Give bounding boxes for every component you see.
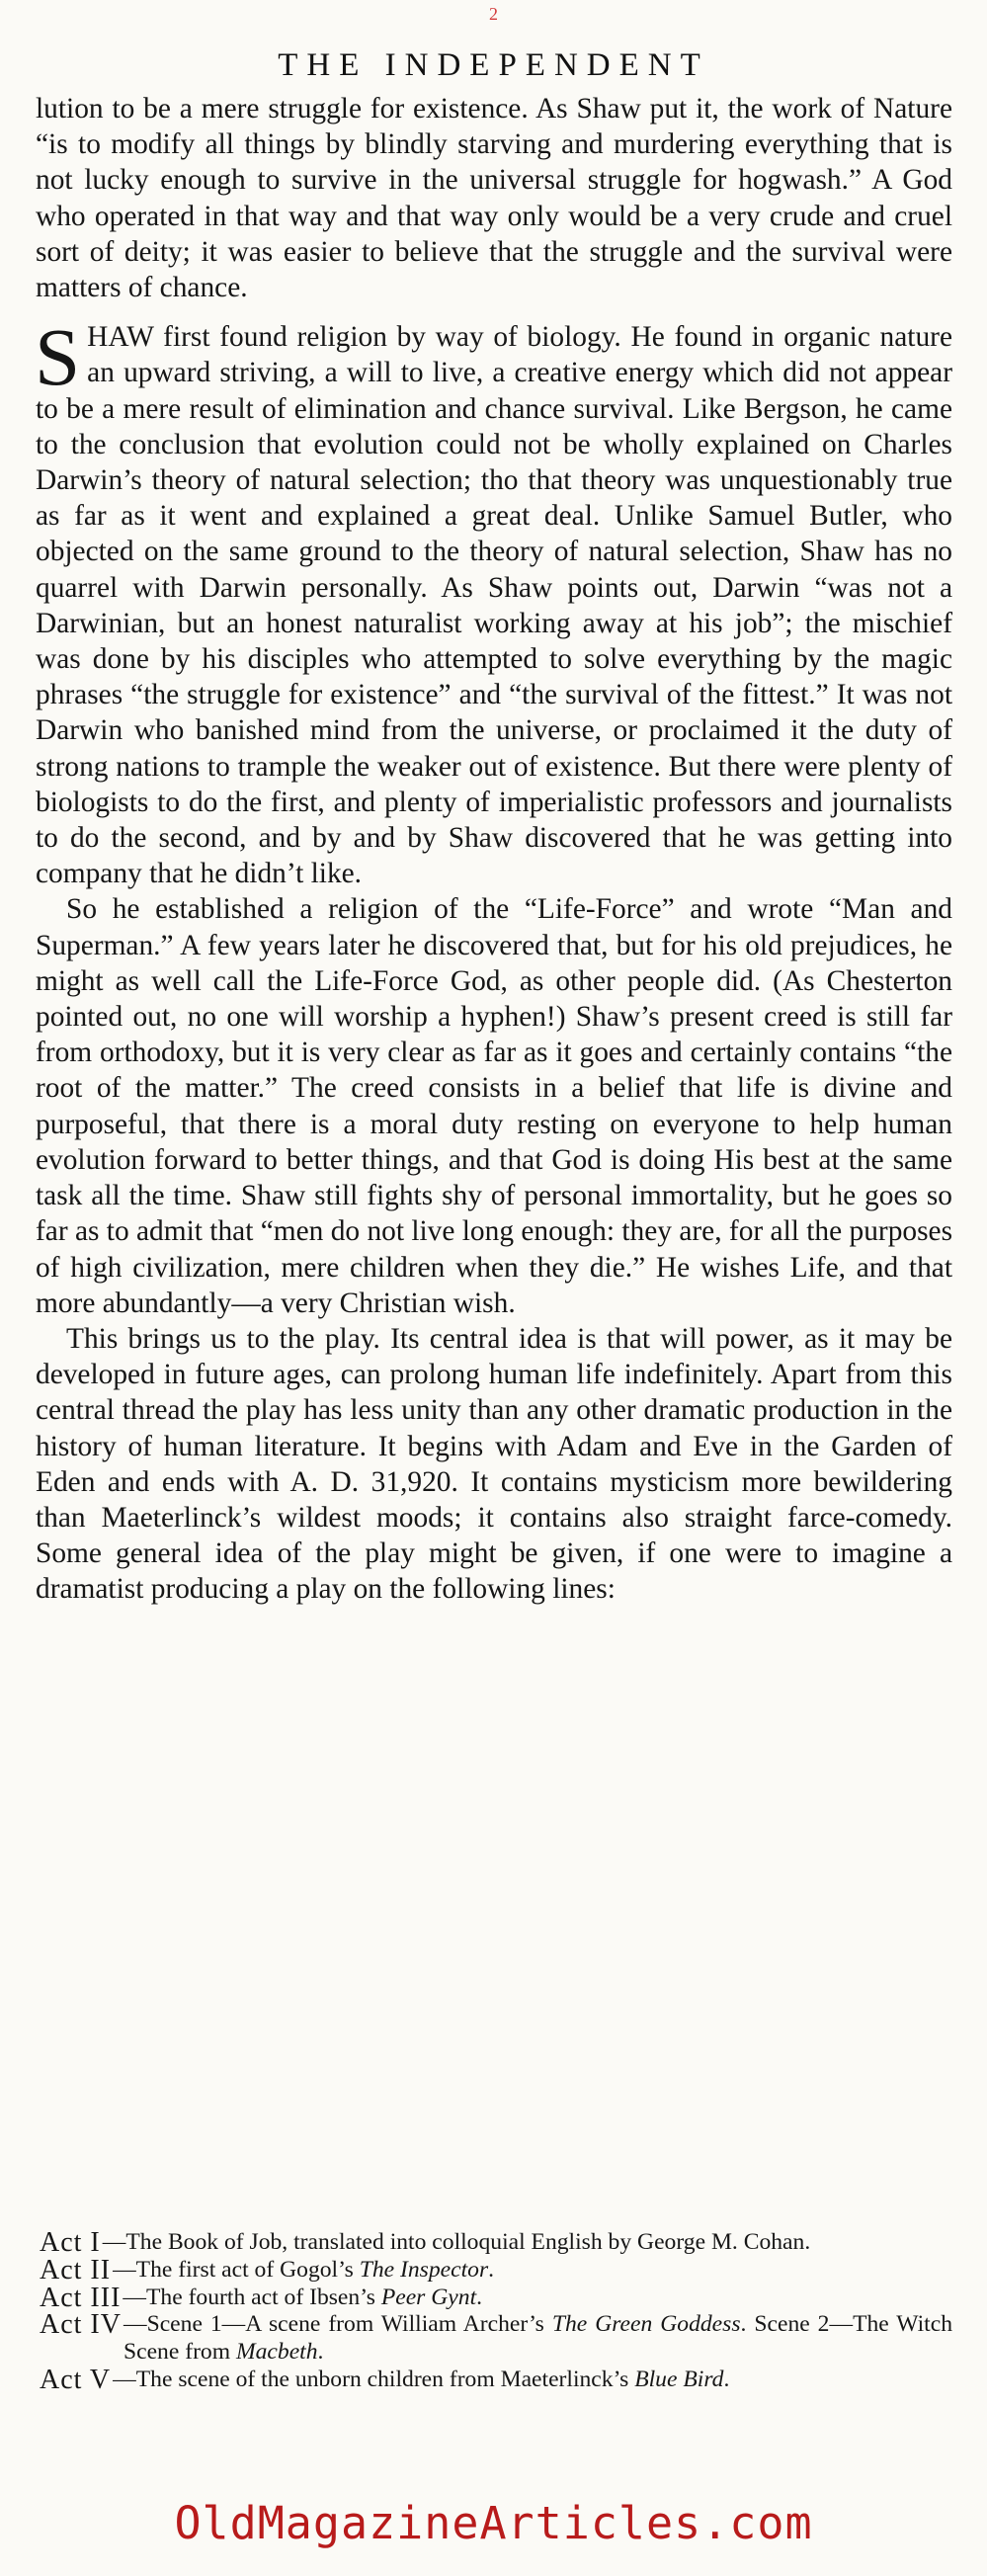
act-item xyxy=(40,2282,952,2313)
act-description: —The first act of Gogol’s The Inspector. xyxy=(113,2256,495,2283)
act-description: —The fourth act of Ibsen’s Peer Gynt. xyxy=(123,2284,483,2310)
act-item xyxy=(40,2229,952,2257)
act-item xyxy=(40,2311,952,2367)
watermark: OldMagazineArticles.com xyxy=(174,2497,813,2549)
drop-cap: S xyxy=(35,311,81,403)
act-item xyxy=(40,2254,952,2285)
act-label: Act IV xyxy=(40,2309,122,2341)
paragraph-2 xyxy=(35,311,952,891)
act-item xyxy=(40,2364,952,2395)
act-description: —The scene of the unborn children from Maeterlinck’s Blue Bird. xyxy=(113,2366,730,2392)
act-label: Act I xyxy=(40,2227,101,2258)
act-description: —The Book of Job, translated into colloquial English by George M. Cohan. xyxy=(102,2229,811,2255)
act-label: Act III xyxy=(40,2282,122,2313)
masthead: THE INDEPENDENT xyxy=(278,47,709,83)
paragraph-3: So he established a religion of the “Life-Force” and wrote “Man and Superman.” A few years later he discovered that, but for his old prejudices, he might as well call the Life-Force God, as other people did. (As Chesterton pointed out, no one will worship a hyphen!) Shaw’s present creed is still far from orthodoxy, but it is very clear as far as it goes and certainly contains “the root of the matter.” The creed consists in a belief that life is divine and purposeful, that there is a moral duty resting on everyone to help human evolution forward to better things, and that God is doing His best at the same task all the time. Shaw still fights shy of personal immortality, but he goes so far as to admit that “men do not live long enough: they are, for all the purposes of high civilization, mere children when they die.” He wishes Life, and that more abundantly—a very Christian wish. xyxy=(36,893,953,1319)
act-label: Act V xyxy=(40,2364,112,2395)
page-number-mark: 2 xyxy=(489,4,498,24)
paragraph-4: This brings us to the play. Its central idea is that will power, as it may be developed in future ages, can prolong human life indefinitely. Apart from this central thread the play has less unity than any other dramatic production in the history of human literature. It begins with Adam and Eve in the Garden of Eden and ends with A. D. 31,920. It contains mysticism more bewildering than Maeterlinck’s wildest moods; it contains also straight farce-comedy. Some general idea of the play might be given, if one were to imagine a dramatist producing a play on the following lines: xyxy=(36,1322,952,1606)
article-body xyxy=(36,91,952,1608)
act-label: Act II xyxy=(40,2254,112,2285)
paragraph-1: lution to be a mere struggle for existence. As Shaw put it, the work of Nature “is to modify all things by blindly starving and murdering everything that is not lucky enough to survive in the universal struggle for hogwash.” A God who operated in that way and that way only would be a very crude and cruel sort of deity; it was easier to believe that the struggle and the survival were matters of chance. xyxy=(36,93,952,304)
paragraph-2-text: HAW first found religion by way of biology. He found in organic nature an upward striving, a will to live, a creative energy which did not appear to be a mere result of elimination and chance survival. Like Bergson, he came to the conclusion that evolution could not be wholly explained on Charles Darwin’s theory of natural selection; tho that theory was unquestionably true as far as it went and explained a great deal. Unlike Samuel Butler, who objected on the same ground to the theory of natural selection, Shaw has no quarrel with Darwin personally. As Shaw points out, Darwin “was not a Darwinian, but an honest naturalist working away at his job”; the mischief was done by his disciples who attempted to solve everything by the magic phrases “the struggle for existence” and “the survival of the fittest.” It was not Darwin who banished mind from the universe, or proclaimed it the duty of strong nations to trample the weaker out of existence. But there were plenty of biologists to do the first, and plenty of imperialistic professors and journalists to do the second, and by and by Shaw discovered that he was getting into company that he didn’t like. xyxy=(36,321,952,890)
act-list xyxy=(40,2229,952,2394)
act-description: —Scene 1—A scene from William Archer’s The Green Goddess. Scene 2—The Witch Scene from Macbeth. xyxy=(123,2311,952,2366)
